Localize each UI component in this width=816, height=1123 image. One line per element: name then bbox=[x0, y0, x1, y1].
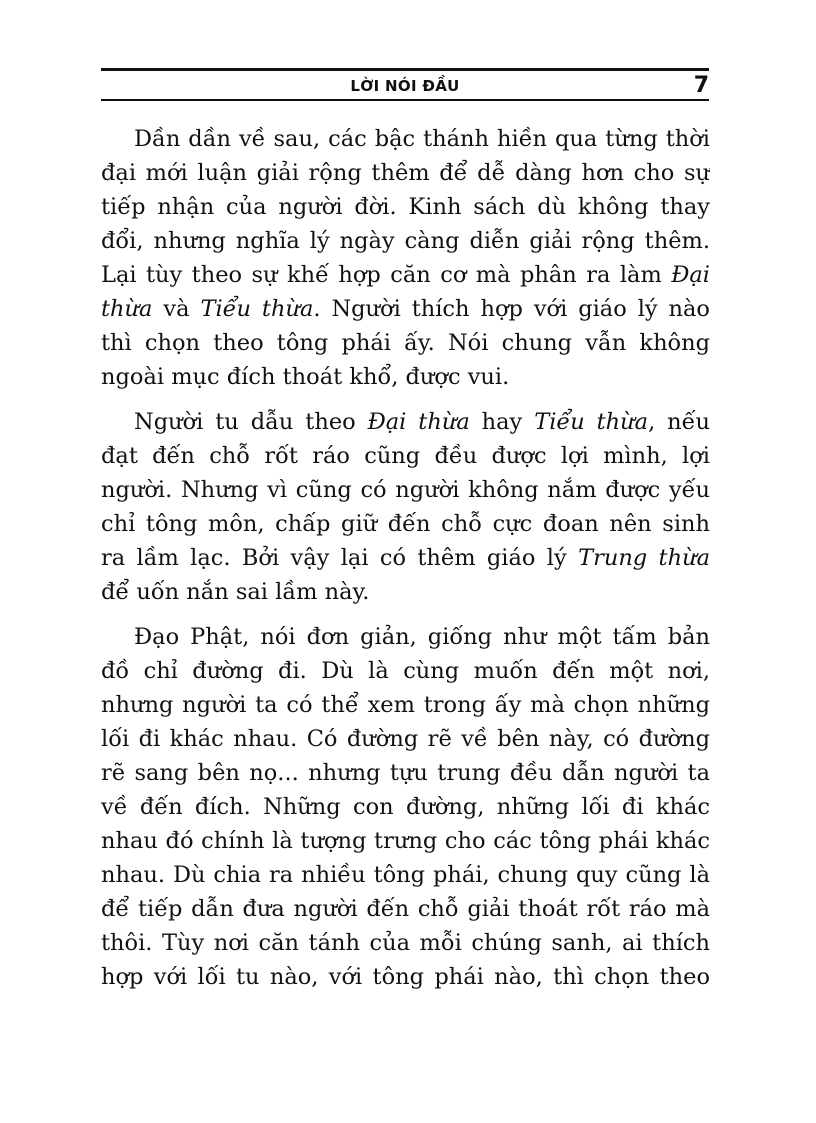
text-line: thì chọn theo tông phái ấy. Nói chung vẫn không bbox=[101, 330, 710, 356]
paragraph bbox=[101, 122, 710, 394]
chapter-title: LỜI NÓI ĐẦU bbox=[350, 77, 460, 95]
text-line: rẽ sang bên nọ... nhưng tựu trung đều dẫn người ta bbox=[101, 760, 710, 786]
text-line: hợp với lối tu nào, với tông phái nào, thì chọn theo bbox=[101, 964, 710, 990]
running-header bbox=[101, 68, 709, 101]
text-line: để tiếp dẫn đưa người đến chỗ giải thoát rốt ráo mà bbox=[101, 896, 710, 922]
text-line: thôi. Tùy nơi căn tánh của mỗi chúng sanh, ai thích bbox=[101, 930, 710, 956]
text-line: Đạo Phật, nói đơn giản, giống như một tấm bản bbox=[134, 624, 710, 650]
paragraph-gap bbox=[101, 609, 710, 620]
paragraph-gap bbox=[101, 394, 710, 405]
text-line: người. Nhưng vì cũng có người không nắm được yếu bbox=[101, 477, 710, 503]
text-line: chỉ tông môn, chấp giữ đến chỗ cực đoan nên sinh bbox=[101, 511, 710, 537]
text-line: đồ chỉ đường đi. Dù là cùng muốn đến một nơi, bbox=[101, 658, 710, 684]
text-line: nhau đó chính là tượng trưng cho các tông phái khác bbox=[101, 828, 710, 854]
text-line: thừa và Tiểu thừa. Người thích hợp với giáo lý nào bbox=[101, 296, 710, 322]
text-line: Lại tùy theo sự khế hợp căn cơ mà phân ra làm Đại bbox=[101, 262, 710, 288]
italic-term: Tiểu thừa bbox=[534, 409, 649, 435]
text-line: đổi, nhưng nghĩa lý ngày càng diễn giải rộng thêm. bbox=[101, 228, 710, 254]
paragraph bbox=[101, 405, 710, 609]
text-line: Người tu dẫu theo Đại thừa hay Tiểu thừa, nếu bbox=[134, 409, 710, 435]
text-line: nhưng người ta có thể xem trong ấy mà chọn những bbox=[101, 692, 710, 718]
italic-term: thừa bbox=[101, 296, 153, 322]
text-line: về đến đích. Những con đường, những lối đi khác bbox=[101, 794, 710, 820]
text-line: ngoài mục đích thoát khổ, được vui. bbox=[101, 364, 510, 390]
text-line: đại mới luận giải rộng thêm để dễ dàng hơn cho sự bbox=[101, 160, 710, 186]
text-line: đạt đến chỗ rốt ráo cũng đều được lợi mình, lợi bbox=[101, 443, 710, 469]
italic-term: Trung thừa bbox=[578, 545, 710, 571]
italic-term: Tiểu thừa bbox=[200, 296, 314, 322]
italic-term: Đại bbox=[671, 262, 710, 288]
italic-term: Đại thừa bbox=[367, 409, 470, 435]
text-line: tiếp nhận của người đời. Kinh sách dù không thay bbox=[101, 194, 710, 220]
page-number: 7 bbox=[693, 73, 709, 98]
text-line: ra lầm lạc. Bởi vậy lại có thêm giáo lý Trung thừa bbox=[101, 545, 710, 571]
body-text bbox=[101, 122, 710, 994]
text-line: nhau. Dù chia ra nhiều tông phái, chung quy cũng là bbox=[101, 862, 710, 888]
paragraph bbox=[101, 620, 710, 994]
text-line: để uốn nắn sai lầm này. bbox=[101, 579, 370, 605]
text-line: Dần dần về sau, các bậc thánh hiền qua từng thời bbox=[134, 126, 710, 152]
text-line: lối đi khác nhau. Có đường rẽ về bên này, có đường bbox=[101, 726, 710, 752]
